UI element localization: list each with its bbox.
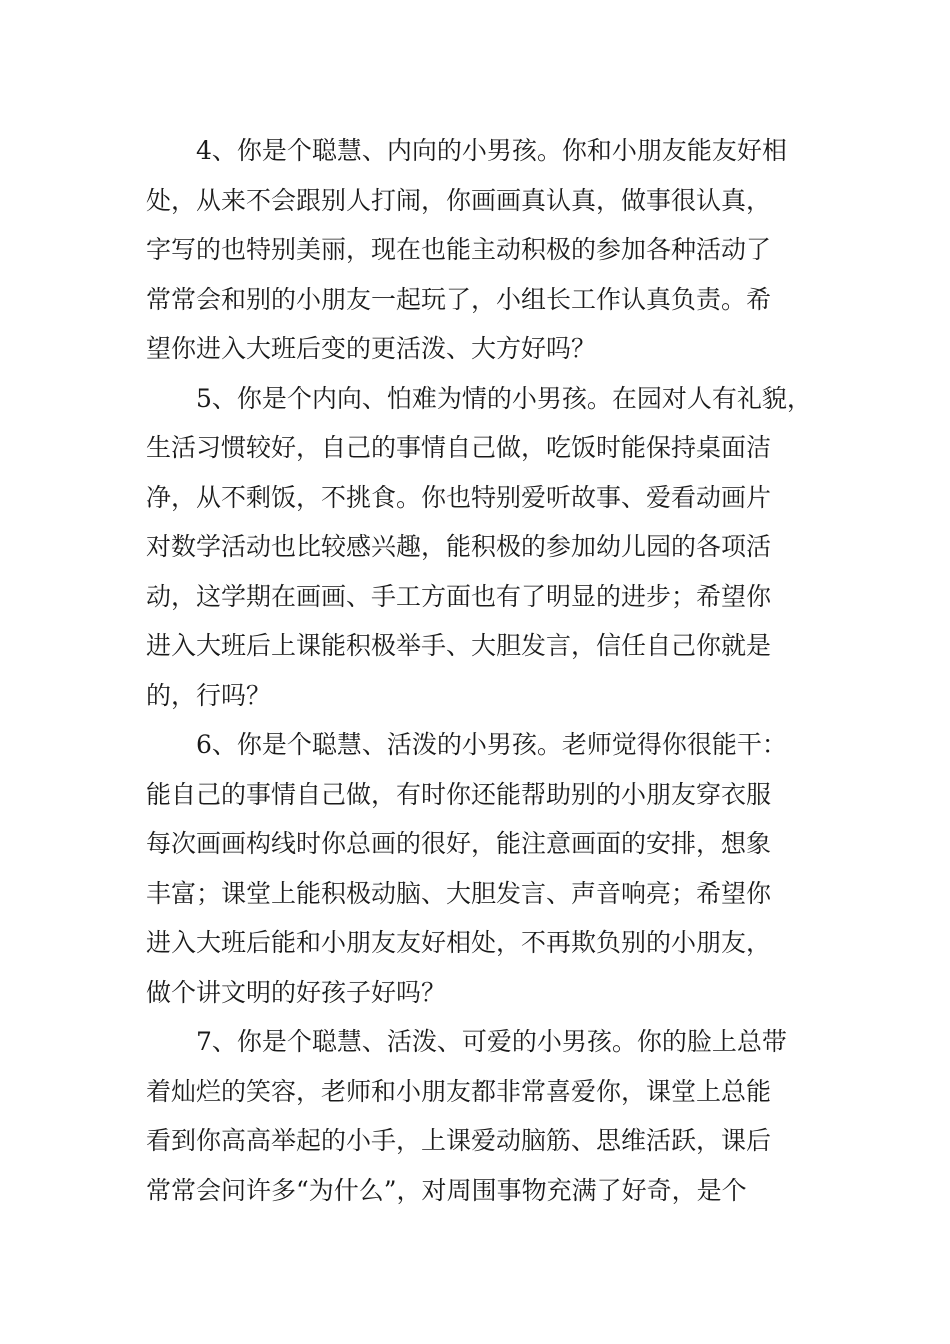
paragraph-5-line-5: 动，这学期在画画、手工方面也有了明显的进步；希望你 — [146, 581, 772, 611]
paragraph-4-line-2: 处，从来不会跟别人打闹，你画画真认真，做事很认真， — [146, 185, 772, 215]
paragraph-5-line-3: 净，从不剩饭，不挑食。你也特别爱听故事、爱看动画片 — [146, 482, 772, 512]
paragraph-7-line-3: 看到你高高举起的小手，上课爱动脑筋、思维活跃，课后 — [146, 1126, 772, 1155]
paragraph-5-line-6: 进入大班后上课能积极举手、大胆发言，信任自己你就是 — [146, 631, 772, 660]
paragraph-4-line-1: 4、你是个聪慧、内向的小男孩。你和小朋友能友好相 — [196, 136, 787, 165]
paragraph-6-line-2: 能自己的事情自己做，有时你还能帮助别的小朋友穿衣服 — [146, 779, 772, 809]
paragraph-5-line-1: 5、你是个内向、怕难为情的小男孩。在园对人有礼貌， — [196, 383, 812, 413]
paragraph-6-line-1: 6、你是个聪慧、活泼的小男孩。老师觉得你很能干： — [196, 730, 787, 759]
paragraph-7-line-2: 着灿烂的笑容，老师和小朋友都非常喜爱你，课堂上总能 — [146, 1076, 772, 1106]
paragraph-6-line-4: 丰富；课堂上能积极动脑、大胆发言、声音响亮；希望你 — [146, 878, 772, 908]
paragraph-5-line-4: 对数学活动也比较感兴趣，能积极的参加幼儿园的各项活 — [146, 532, 772, 561]
paragraph-7-line-1: 7、你是个聪慧、活泼、可爱的小男孩。你的脸上总带 — [196, 1027, 787, 1056]
body-text — [146, 126, 816, 1215]
paragraph-4-line-3: 字写的也特别美丽，现在也能主动积极的参加各种活动了 — [146, 235, 772, 264]
paragraph-7-line-4: 常常会问许多“为什么”，对周围事物充满了好奇，是个 — [146, 1175, 747, 1205]
paragraph-5-line-2: 生活习惯较好，自己的事情自己做，吃饭时能保持桌面洁 — [146, 433, 772, 462]
paragraph-4-line-5: 望你进入大班后变的更活泼、大方好吗？ — [146, 334, 597, 363]
paragraph-5-line-7: 的，行吗？ — [146, 680, 272, 710]
paragraph-6-line-3: 每次画画构线时你总画的很好，能注意画面的安排，想象 — [146, 829, 772, 858]
paragraph-6-line-5: 进入大班后能和小朋友友好相处，不再欺负别的小朋友， — [146, 928, 772, 957]
paragraph-4-line-4: 常常会和别的小朋友一起玩了，小组长工作认真负责。希 — [146, 284, 772, 314]
paragraph-6-line-6: 做个讲文明的好孩子好吗？ — [146, 977, 447, 1007]
